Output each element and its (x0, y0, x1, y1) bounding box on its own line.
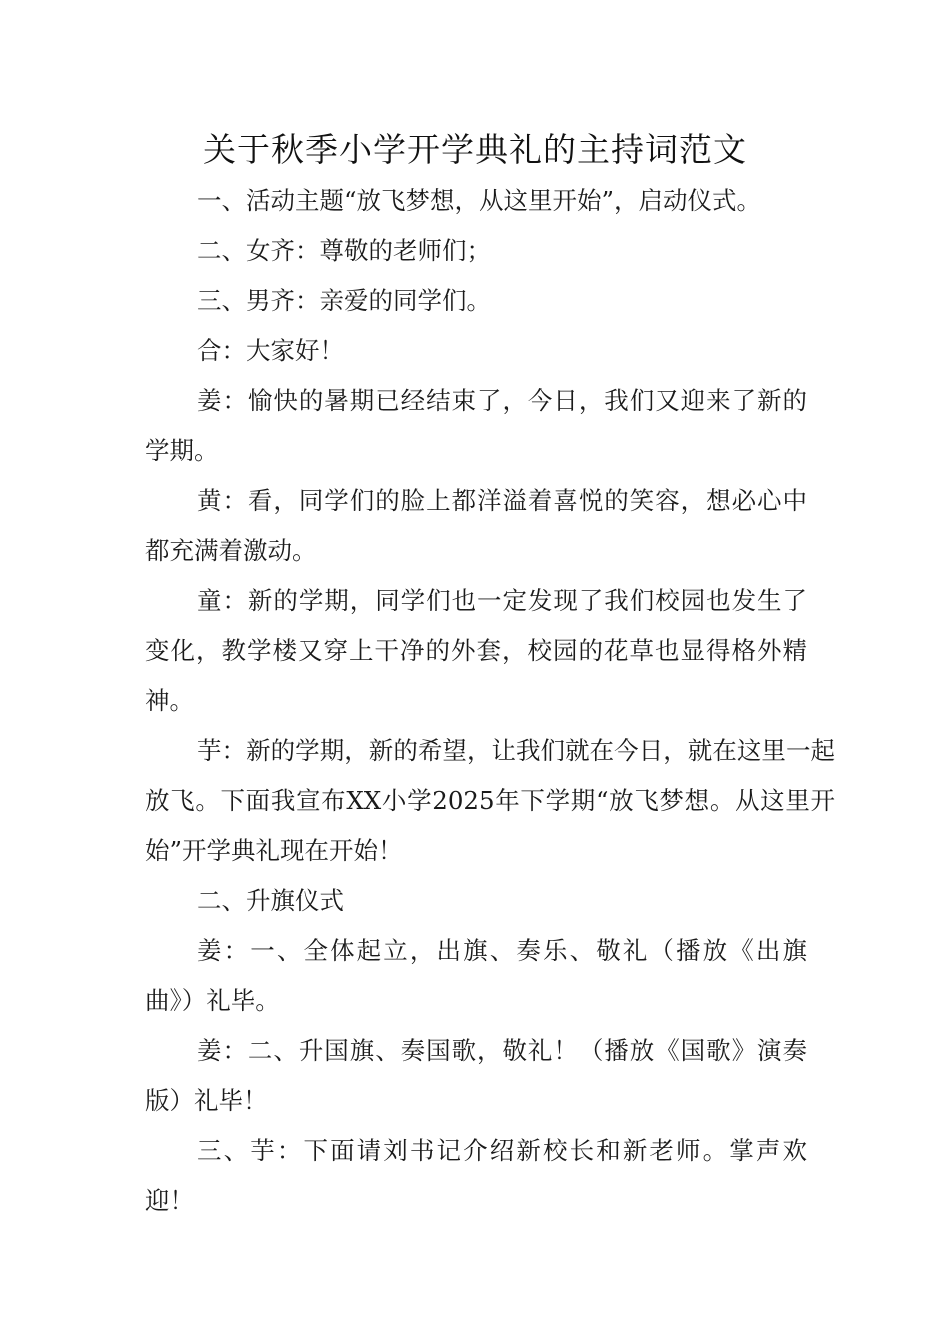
paragraph-tong-intro: 童：新的学期，同学们也一定发现了我们校园也发生了变化，教学楼又穿上干净的外套，校园的花草也显得格外精神。 (145, 586, 807, 715)
paragraph-new-teachers: 三、芋：下面请刘书记介绍新校长和新老师。掌声欢迎！ (145, 1136, 807, 1215)
paragraph-activity-theme: 一、活动主题“放飞梦想，从这里开始”，启动仪式。 (197, 186, 762, 215)
document-title: 关于秋季小学开学典礼的主持词范文 (203, 130, 747, 169)
paragraph-jiang-intro: 姜：愉快的暑期已经结束了，今日，我们又迎来了新的学期。 (145, 386, 807, 465)
paragraph-girls-greeting: 二、女齐：尊敬的老师们； (197, 236, 491, 265)
document-body (145, 176, 835, 1226)
paragraph-together-greeting: 合：大家好！ (197, 336, 344, 365)
paragraph-flag-out: 姜：一、全体起立，出旗、奏乐、敬礼（播放《出旗曲》）礼毕。 (145, 936, 807, 1015)
paragraph-boys-greeting: 三、男齐：亲爱的同学们。 (197, 286, 491, 315)
paragraph-yu-announcement: 芋：新的学期，新的希望，让我们就在今日，就在这里一起放飞。下面我宣布XX小学2025年下学期“放飞梦想。从这里开始”开学典礼现在开始！ (145, 736, 835, 865)
paragraph-national-anthem: 姜：二、升国旗、奏国歌，敬礼！（播放《国歌》演奏版）礼毕！ (145, 1036, 807, 1115)
paragraph-huang-intro: 黄：看，同学们的脸上都洋溢着喜悦的笑容，想必心中都充满着激动。 (145, 486, 807, 565)
section-heading-flag-ceremony: 二、升旗仪式 (197, 886, 344, 915)
